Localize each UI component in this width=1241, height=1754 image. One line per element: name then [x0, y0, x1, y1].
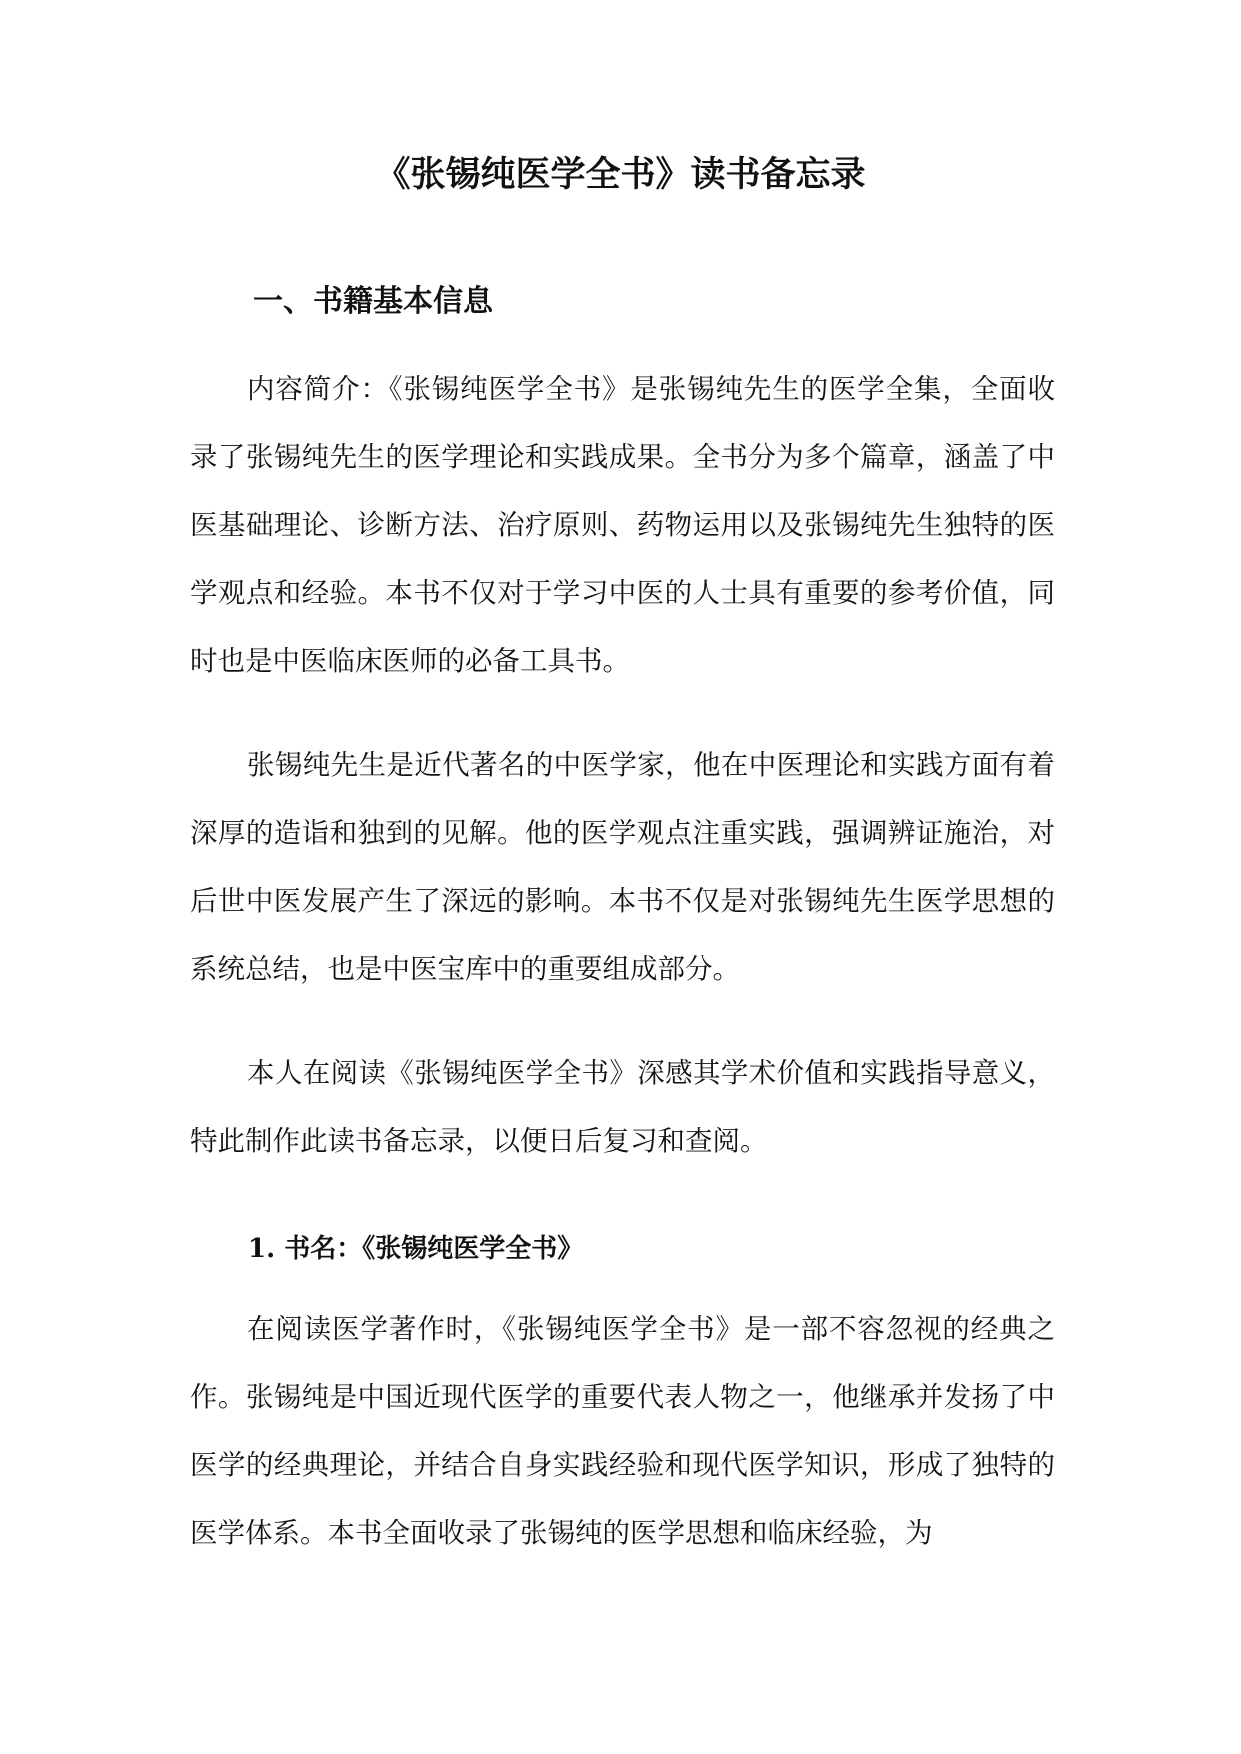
paragraph-content-summary: 内容简介：《张锡纯医学全书》是张锡纯先生的医学全集，全面收录了张锡纯先生的医学理论和实践成果。全书分为多个篇章，涵盖了中医基础理论、诊断方法、治疗原则、药物运用以及张锡纯先生独特的医学观点和经验。本书不仅对于学习中医的人士具有重要的参考价值，同时也是中医临床医师的必备工具书。	[190, 373, 1055, 677]
document-title: 《张锡纯医学全书》读书备忘录	[375, 154, 866, 195]
subsection-heading-book-name: 1. 书名：《张锡纯医学全书》	[248, 1234, 584, 1264]
section-heading-basic-info: 一、书籍基本信息	[253, 284, 493, 319]
paragraph-memo-purpose: 本人在阅读《张锡纯医学全书》深感其学术价值和实践指导意义，特此制作此读书备忘录，以便日后复习和查阅。	[190, 1057, 1055, 1157]
paragraph-author-intro: 张锡纯先生是近代著名的中医学家，他在中医理论和实践方面有着深厚的造诣和独到的见解。他的医学观点注重实践，强调辨证施治，对后世中医发展产生了深远的影响。本书不仅是对张锡纯先生医学思想的系统总结，也是中医宝库中的重要组成部分。	[190, 749, 1055, 985]
paragraph-book-name-body: 在阅读医学著作时，《张锡纯医学全书》是一部不容忽视的经典之作。张锡纯是中国近现代医学的重要代表人物之一，他继承并发扬了中医学的经典理论，并结合自身实践经验和现代医学知识，形成了独特的医学体系。本书全面收录了张锡纯的医学思想和临床经验，为	[190, 1313, 1055, 1549]
